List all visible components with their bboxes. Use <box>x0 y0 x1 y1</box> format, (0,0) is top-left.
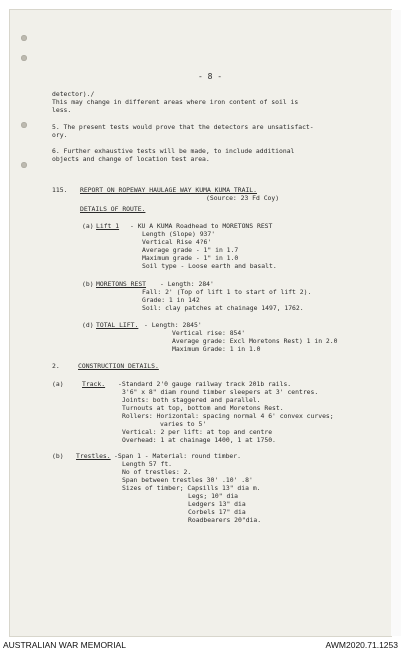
item-line: - KU A KUMA Roadhead to MORETONS REST <box>130 222 273 230</box>
section-title: REPORT ON ROPEWAY HAULAGE WAY KUMA KUMA TRAIL. <box>80 186 257 194</box>
para-line: 5. The present tests would prove that the detectors are unsatisfact- <box>52 123 314 131</box>
item-name: Trestles. <box>76 452 111 460</box>
item-line: Sizes of timber; Capsills 13" dia m. <box>122 484 261 492</box>
item-label: (a) <box>52 380 64 388</box>
punch-hole-icon <box>21 35 27 41</box>
item-line: Grade: 1 in 142 <box>142 296 200 304</box>
item-line: Vertical: 2 per lift: at top and centre <box>122 428 273 436</box>
item-label: (b) <box>82 280 94 288</box>
item-line: -Standard 2'0 gauge railway track 201b rails. <box>118 380 292 388</box>
item-line: varies to 5' <box>160 420 207 428</box>
page-number: - 8 - <box>198 72 223 81</box>
item-label: (b) <box>52 452 64 460</box>
item-line: -Span 1 - Material: round timber. <box>114 452 241 460</box>
archive-name: AUSTRALIAN WAR MEMORIAL <box>3 640 126 650</box>
item-line: Span between trestles 30' .10' .8' <box>122 476 253 484</box>
document-page <box>10 10 391 636</box>
item-line: - Length: 284' <box>160 280 214 288</box>
para-line: objects and change of location test area. <box>52 155 210 163</box>
item-line: Vertical rise: 854' <box>172 329 246 337</box>
item-line: Turnouts at top, bottom and Moretons Rest. <box>122 404 284 412</box>
para-line: less. <box>52 106 72 114</box>
item-line: Ledgers 13" dia <box>188 500 246 508</box>
item-name: Track. <box>82 380 106 388</box>
section-number: 115. <box>52 186 68 194</box>
scan-edge <box>391 10 401 636</box>
item-line: Maximum grade - 1" in 1.0 <box>142 254 239 262</box>
item-name: MORETONS REST <box>96 280 147 288</box>
item-line: Soil: clay patches at chainage 1497, 1762. <box>142 304 304 312</box>
punch-hole-icon <box>21 122 27 128</box>
item-line: Roadbearers 20"dia. <box>188 516 262 524</box>
para-line: 6. Further exhaustive tests will be made, to include additional <box>52 147 295 155</box>
item-line: Rollers: Horizontal: spacing normal 4 6' convex curves; <box>122 412 334 420</box>
section-title: CONSTRUCTION DETAILS. <box>78 362 159 370</box>
item-line: Maximum Grade: 1 in 1.0 <box>172 345 261 353</box>
item-line: - Length: 2845' <box>144 321 202 329</box>
para-line: This may change in different areas where iron content of soil is <box>52 98 299 106</box>
punch-hole-icon <box>21 55 27 61</box>
section-number: 2. <box>52 362 60 370</box>
item-line: Length (Slope) 937' <box>142 230 216 238</box>
item-line: Legs; 10" dia <box>188 492 239 500</box>
item-name: TOTAL LIFT. <box>96 321 139 329</box>
item-line: Average grade - 1" in 1.7 <box>142 246 239 254</box>
item-label: (d) <box>82 321 94 329</box>
item-label: (a) <box>82 222 94 230</box>
source-note: (Source: 23 Fd Coy) <box>206 194 280 202</box>
item-line: Joints: both staggered and parallel. <box>122 396 261 404</box>
item-line: Corbels 17" dia <box>188 508 246 516</box>
para-line: ory. <box>52 131 68 139</box>
item-name: Lift 1 <box>96 222 120 230</box>
item-line: Average grade: Excl Moretons Rest) 1 in 2.0 <box>172 337 338 345</box>
para-line: detector)./ <box>52 90 95 98</box>
details-heading: DETAILS OF ROUTE. <box>80 205 146 213</box>
archive-footer <box>0 638 401 653</box>
item-line: Fall: 2' (Top of lift 1 to start of lift 2). <box>142 288 312 296</box>
item-line: Overhead: 1 at chainage 1400, 1 at 1750. <box>122 436 276 444</box>
item-line: Soil type - Loose earth and basalt. <box>142 262 277 270</box>
item-line: No of trestles: 2. <box>122 468 192 476</box>
archive-reference: AWM2020.71.1253 <box>325 640 398 650</box>
item-line: 3'6" x 8" diam round timber sleepers at 3' centres. <box>122 388 319 396</box>
item-line: Length 57 ft. <box>122 460 173 468</box>
item-line: Vertical Rise 4?6' <box>142 238 212 246</box>
punch-hole-icon <box>21 162 27 168</box>
